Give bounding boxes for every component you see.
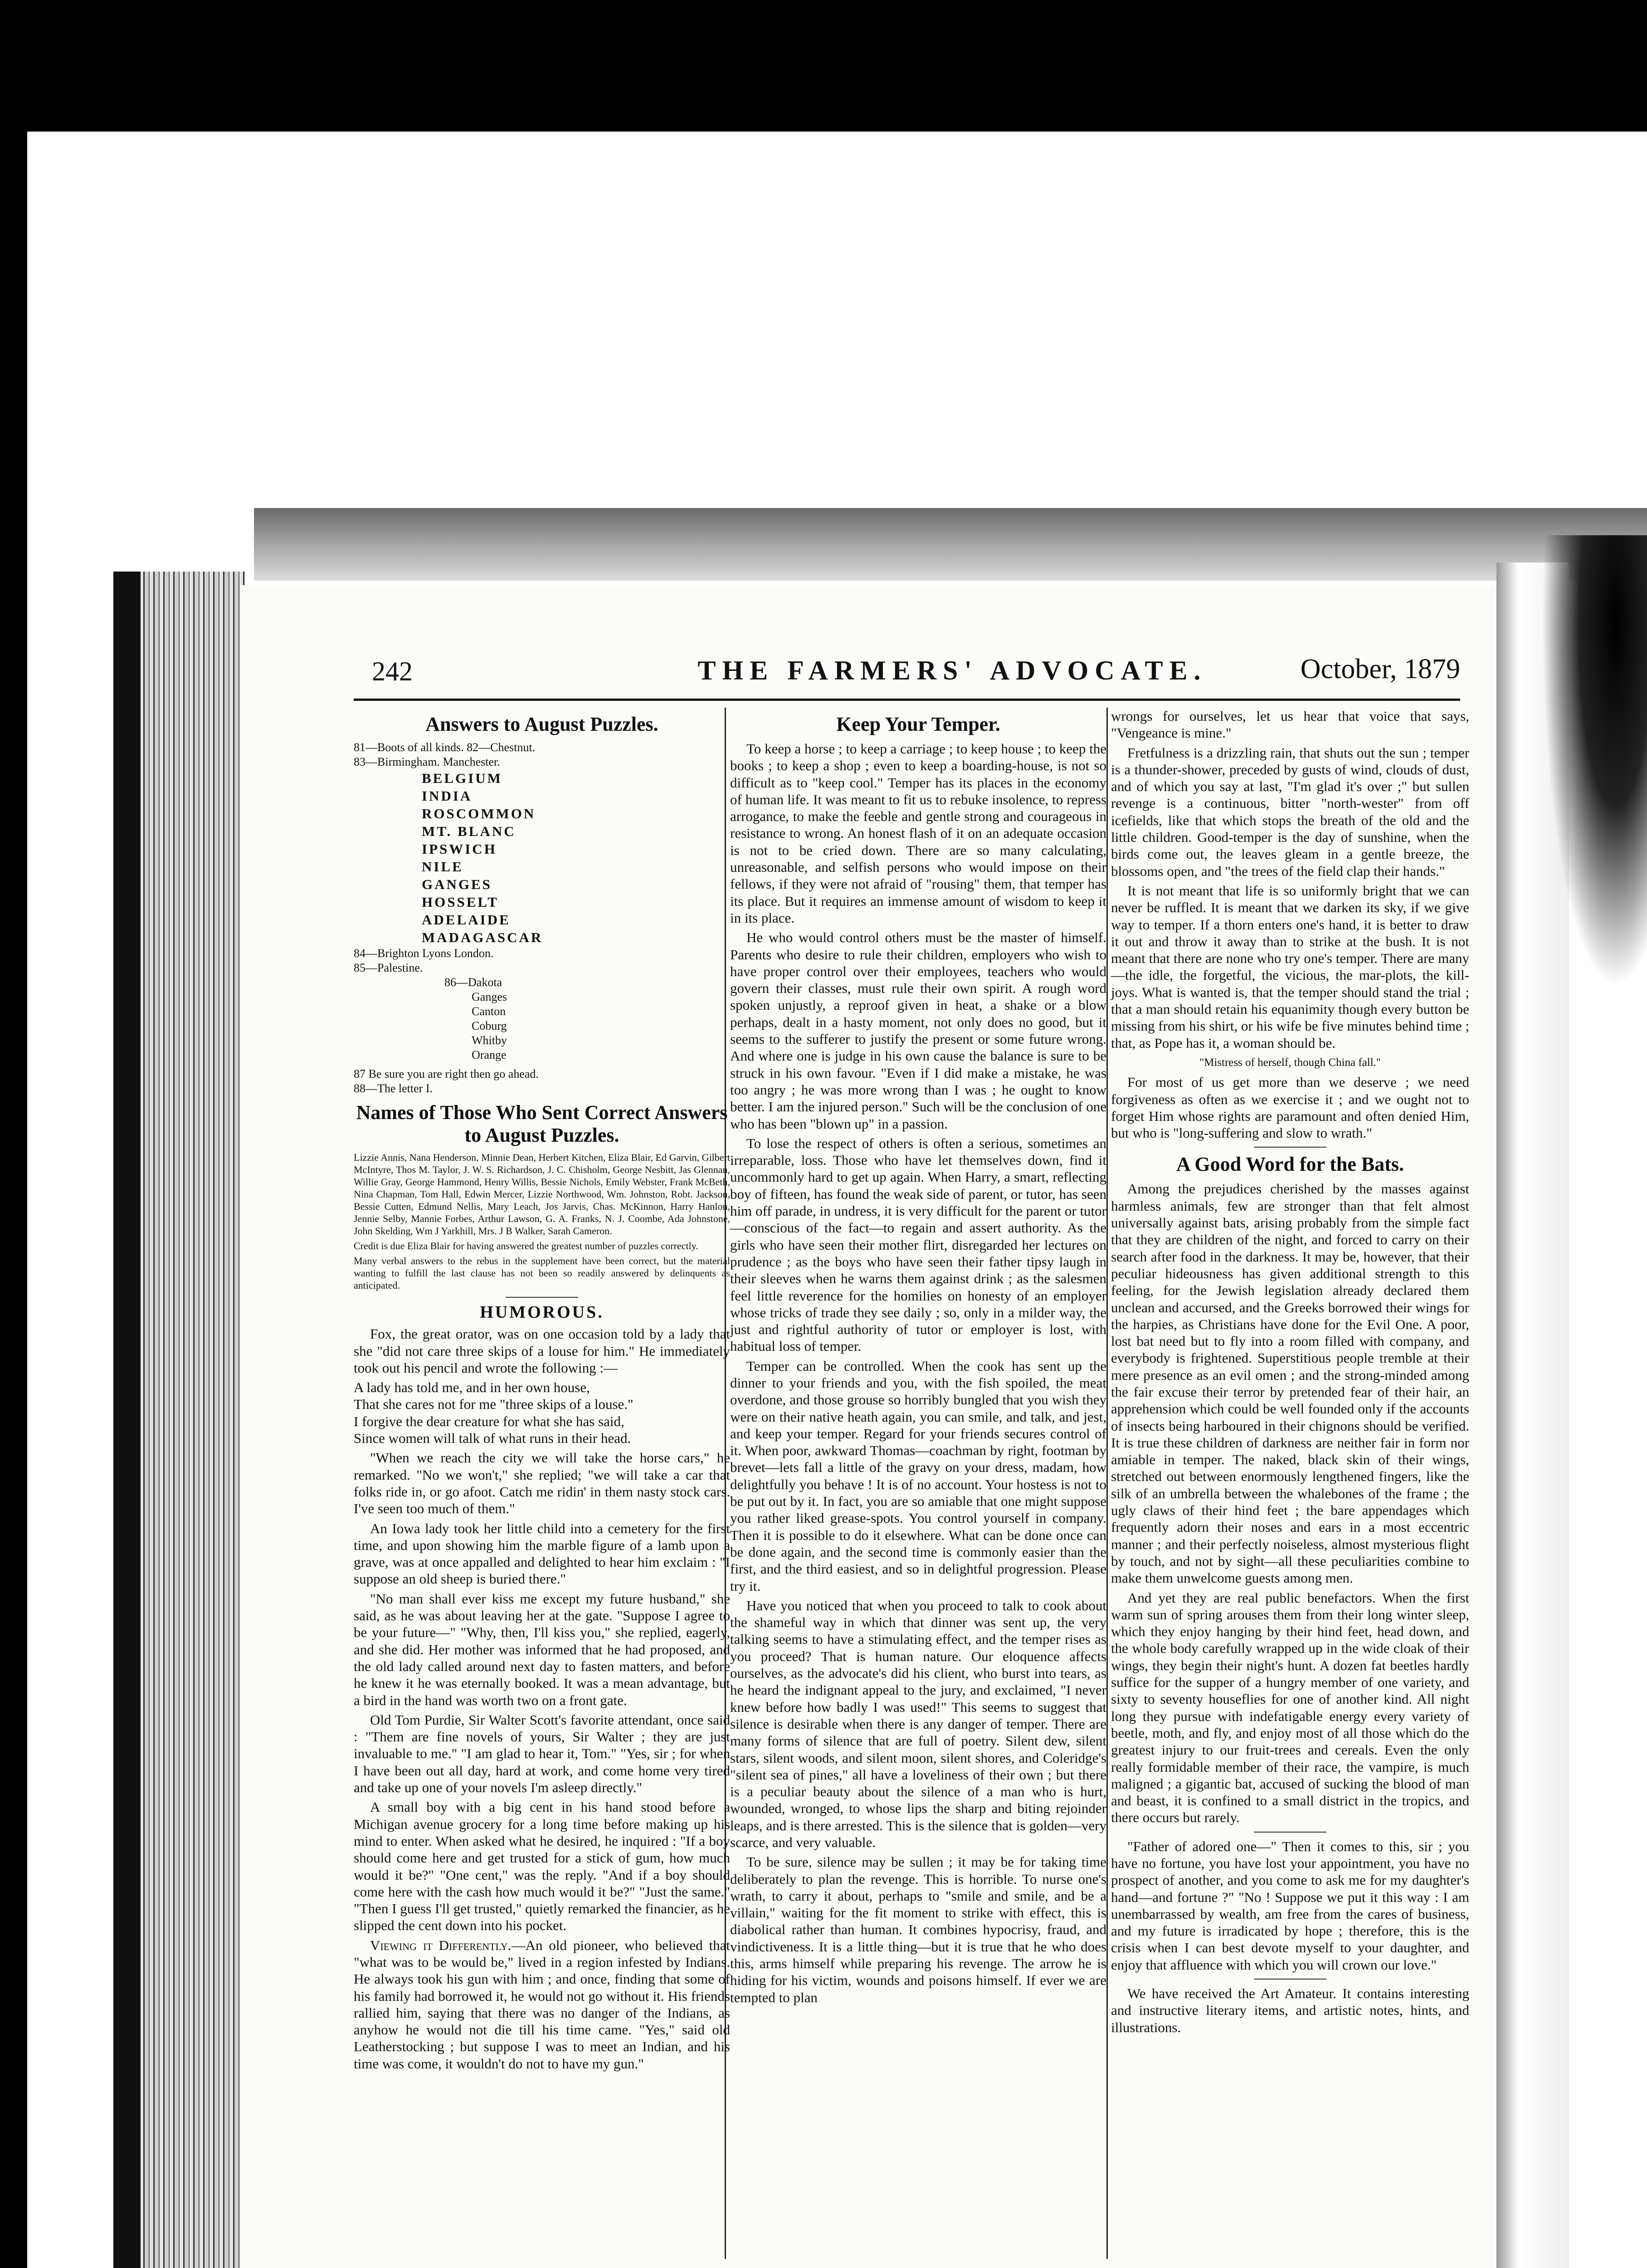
bats-p1: Among the prejudices cherished by the masses against harmless animals, few are stronger than that felt almost universally against bats, arising probably from the simple fact that they are children of the night, and forced to carry on their search after food in the darkness. It may be, however, that their peculiar hideousness has given additional strength to this feeling, for the Jewish legislation already declared them unclean and accursed, and the Greeks borrowed their wings for the harpies, as Christians have done for the Evil One. A poor, lost bat need but to fly into a room filled with company, and everybody is frightened. Superstitious people tremble at their mere presence as an evil omen ; and the strong-minded among the fair excuse their terror by pretended fear of their hair, an apprehension which could be well founded only if the accounts of insects being harboured in their chignons should be verified. It is true these children of darkness are neither fair in form nor amiable in temper. The naked, black skin of their wings, stretched out between enormously lengthened fingers, like the silk of an umbrella between the whalebones of the frame ; the ugly claws of their hind feet ; the bare appendages which frequently adorn their noses and ears in a most eccentric manner ; and their perfectly noiseless, almost mysterious flight by touch, and not by sight—all these peculiarities combine to make them unwelcome guests among men. xyxy=(1111,1181,1469,1586)
horse-cars-paragraph: "When we reach the city we will take the horse cars," he remarked. "No we won't," she replied; "we will take a car that folks ride in, or go afoot. Catch me ridin' in them nasty stock cars. I've seen too much of them." xyxy=(354,1450,730,1517)
iowa-paragraph: An Iowa lady took her little child into a cemetery for the first time, and upon showing him the marble figure of a lamb upon a grave, was at once appalled and delighted to hear him exclaim : "I suppose an old sheep is buried there." xyxy=(354,1520,730,1587)
bats-p2: And yet they are real public benefactors. When the first warm sun of spring arouses them from their long winter sleep, which they enjoy hanging by their hind feet, head down, and the whole body carefully wrapped up in the wide cloak of their wings, they begin their night's hunt. A dozen fat beetles hardly suffice for the supper of a hungry member of one variety, and sixty to seventy houseflies for one of another kind. All night long they pursue with indefatigable energy every variety of beetle, moth, and fly, and enjoy most of all those which do the greatest injury to our fruit-trees and cereals. Even the only really formidable member of their race, the vampire, is much maligned ; a gigantic bat, accused of sucking the blood of man and beast, it is confined to a small district in the tropics, and there occurs but rarely. xyxy=(1111,1589,1469,1826)
grid-row: INDIA xyxy=(422,788,473,804)
answer-86-line: Canton xyxy=(472,1005,506,1018)
temper-p6: To be sure, silence may be sullen ; it may be for taking time deliberately to plan the revenge. This is horrible. To nurse one's wrath, to carry it about, perhaps to "smile and smile, and be a villain," waiting for the fit moment to strike with effect, this is diabolical rather than human. It combines hypocrisy, fraud, and vindictiveness. It is a little thing—but it is true that he who does this, arms himself while preparing his revenge. The arrow he is hiding for his victim, wounds and poisons himself. If ever we are tempted to plan xyxy=(730,1854,1106,2005)
separator xyxy=(1254,1979,1326,1980)
answer-87: 87 Be sure you are right then go ahead. xyxy=(354,1067,539,1080)
viewing-lead: Viewing it Differently. xyxy=(370,1937,512,1953)
puzzles-heading: Answers to August Puzzles. xyxy=(425,713,658,735)
small-boy-paragraph: A small boy with a big cent in his hand stood before a Michigan avenue grocery for a long time before making up his mind to enter. When asked what he desired, he inquired : "If a boy should come here and get trusted for a stick of gum, how much would it be?" "One cent," was the reply. "And if a boy should come here with the cash how much would it be?" "Just the same." "Then I guess I'll get trusted," quietly remarked the financier, as he slipped the cent down into his pocket. xyxy=(354,1799,730,1934)
page-header xyxy=(354,653,1460,694)
scan-shadow xyxy=(1542,535,1647,989)
puzzle-answers xyxy=(354,740,730,1096)
temper-cont-p4: For most of us get more than we deserve ; we need forgiveness as often as we exercise it ; and we ought not to forget Him whose rights are paramount and often denied Him, but who is "long-suffering and slow to wrath." xyxy=(1111,1074,1469,1141)
verse-line: That she cares not for me "three skips of a louse." xyxy=(354,1396,633,1413)
answer-86-line: Coburg xyxy=(472,1019,507,1032)
grid-row: ROSCOMMON xyxy=(422,806,536,821)
viewing-paragraph xyxy=(354,1937,730,2072)
grid-row: IPSWICH xyxy=(422,841,497,857)
column-3 xyxy=(1111,708,1469,2038)
pope-quote: "Mistress of herself, though China fall." xyxy=(1199,1056,1381,1069)
answer-88: 88—The letter I. xyxy=(354,1082,433,1095)
art-amateur-note: We have received the Art Amateur. It contains interesting and instructive literary items, and artistic notes, hints, and illustrations. xyxy=(1111,1985,1469,2035)
grid-row: GANGES xyxy=(422,876,492,892)
grid-row: MT. BLANC xyxy=(422,823,516,839)
answer-81: 81—Boots of all kinds. 82—Chestnut. xyxy=(354,741,536,754)
humorous-heading: HUMOROUS. xyxy=(480,1303,604,1322)
verse xyxy=(354,1379,730,1447)
temper-p4: Temper can be controlled. When the cook has sent up the dinner to your friends and you, with the fish spoiled, the meat overdone, and those grouse so horribly bungled that you wish they were on their native heath again, you can smile, and talk, and jest, and keep your temper. Regard for your friends secures control of it. When poor, awkward Thomas—coachman by right, footman by brevet—lets fall a little of the gravy on your dress, madam, how delightfully you behave ! It is of no account. Your hostess is not to be put out by it. In fact, you are so amiable that one might suppose you rather liked grease-spots. You control yourself in company. Then it is possible to do it elsewhere. What can be done once can be done again, and the second time is commonly easier than the first, and the third easiest, and so in delightful progression. Please try it. xyxy=(730,1358,1106,1594)
answer-84: 84—Brighton Lyons London. xyxy=(354,947,494,960)
verbal-note: Many verbal answers to the rebus in the supplement have been correct, but the material wanting to fulfill the last clause has not been so readily answered by delinquents as anticipated. xyxy=(354,1255,730,1291)
temper-p5: Have you noticed that when you proceed to talk to cook about the shameful way in which that dinner was sent up, the very talking seems to have a stimulating effect, and the temper rises as you proceed? That is human nature. Our eloquence affects ourselves, as the advocate's did his client, who burst into tears, as he heard the indignant appeal to the jury, and exclaimed, "I never knew before how badly I was used!" This seems to suggest that silence is desirable when there is any danger of temper. There are many forms of silence that are full of poetry. Silent dew, silent stars, silent woods, and silent moon, silent shores, and Coleridge's "silent sea of pines," all have a loveliness of their own ; but there is a peculiar beauty about the silence of a man who is hurt, wounded, wronged, to whose lips the sharp and biting rejoinder leaps, and is there arrested. This is the silence that is golden—very scarce, and very valuable. xyxy=(730,1597,1106,1850)
temper-p1: To keep a horse ; to keep a carriage ; to keep house ; to keep the books ; to keep a shop ; even to keep a boarding-house, is not so difficult as to "keep cool." Temper has its places in the economy of human life. It was meant to fit us to rebuke insolence, to repress arrogance, to make the feeble and gentle strong and courageous in resistance to wrong. An honest flash of it on an adequate occasion is not to be cried down. There are so many calculating, unreasonable, and selfish persons who would impose on their fellows, if they were not afraid of "rousing" them, that temper has its place. But it requires an immense amount of wisdom to keep it in its place. xyxy=(730,741,1106,926)
answer-86-line: 86—Dakota xyxy=(444,976,502,989)
grid-row: HOSSELT xyxy=(422,894,499,910)
page-number: 242 xyxy=(372,656,413,686)
temper-p3: To lose the respect of others is often a serious, sometimes an irreparable, loss. Those who have let themselves down, find it uncommonly hard to get up again. When Harry, a smart, reflecting boy of fifteen, has found the weak side of parent, or tutor, has seen him off parade, in undress, it is very difficult for the parent or tutor—conscious of the fact—to regain and assert authority. As the girls who have seen their mother flirt, disregarded her lectures on prudence ; as the boys who have seen their father tipsy laugh in their sleeves when he warns them against drink ; as the salesmen feel little reverence for the homilies on honesty of an employer whose tricks of trade they see daily ; so, only in a milder way, the just and rightful authority of tutor or employer is lost, with habitual loss of temper. xyxy=(730,1135,1106,1354)
grid-row: NILE xyxy=(422,859,463,875)
kiss-paragraph: "No man shall ever kiss me except my future husband," she said, as he was about leaving her at the gate. "Suppose I agree to be your future—" "Why, then, I'll kiss you," she replied, eagerly, and she did. Her mother was informed that he had proposed, and the old lady called around next day to fasten matters, and before he knew it he was eternally booked. It was a mean advantage, but a bird in the hand was worth two on a front gate. xyxy=(354,1590,730,1708)
temper-cont-p1: wrongs for ourselves, let us hear that voice that says, "Vengeance is mine." xyxy=(1111,708,1469,741)
temper-cont-p2: Fretfulness is a drizzling rain, that shuts out the sun ; temper is a thunder-shower, preceded by gusts of wind, clouds of dust, and of which you say at last, "I'm glad it's over ;" but sullen revenge is a continuous, bitter "north-wester" from off icefields, like that which stops the breath of the old and the little children. Good-temper is the day of sunshine, when the birds come out, the leaves gleam in a gentle breeze, the blossoms open, and "the trees of the field clap their hands." xyxy=(1111,744,1469,879)
names-heading: Names of Those Who Sent Correct Answers to August Puzzles. xyxy=(356,1101,728,1146)
verse-line: A lady has told me, and in her own house, xyxy=(354,1379,590,1396)
grid-row: MADAGASCAR xyxy=(422,929,543,945)
column-divider xyxy=(1106,708,1108,2259)
grid-row: BELGIUM xyxy=(422,770,502,786)
purdie-paragraph: Old Tom Purdie, Sir Walter Scott's favorite attendant, once said : "Them are fine novels of yours, Sir Walter ; they are just invaluable to me." "I am glad to hear it, Tom." "Yes, sir ; for when I have been out all day, hard at work, and come home very tired and take up one of your novels I'm asleep directly." xyxy=(354,1711,730,1796)
credit-note: Credit is due Eliza Blair for having answered the greatest number of puzzles correctly. xyxy=(354,1240,698,1251)
verse-line: I forgive the dear creature for what she has said, xyxy=(354,1413,624,1429)
answer-86-line: Ganges xyxy=(472,990,507,1003)
temper-cont-p3: It is not meant that life is so uniformly bright that we can never be ruffled. It is meant that we darken its sky, if we give way to temper. If a thorn enters one's hand, it is better to draw it out and throw it away than to strike at the bush. It is not meant that there are none who try one's temper. There are many—the idle, the forgetful, the vicious, the mar-plots, the kill-joys. What is wanted is, that the temper should stand the trial ; that a man should retain his equanimity though every button be missing from his shirt, or his wife be five minutes behind time ; that, as Pope has it, a woman should be. xyxy=(1111,882,1469,1051)
verse-line: Since women will talk of what runs in their head. xyxy=(354,1430,631,1447)
page-shadow xyxy=(254,508,1647,581)
column-1 xyxy=(354,708,730,2075)
answer-85: 85—Palestine. xyxy=(354,961,423,974)
temper-p2: He who would control others must be the master of himself. Parents who desire to rule their children, employers who wish to have proper control over their employees, teachers who would govern their classes, must rule their own spirit. A rough word spoken unjustly, a reproof given in heat, a shake or a blow perhaps, dealt in a hasty moment, not only does no good, but it seems to the sufferer to justify the present or some future wrong. And where one is judge in his own cause the balance is sure to be struck in his own favour. "Even if I did make a mistake, he was too angry ; he was more wrong than I was ; he ought to know better. I am the injured person." Such will be the conclusion of one who has been "blown up" in a passion. xyxy=(730,929,1106,1132)
father-paragraph: "Father of adored one—" Then it comes to this, sir ; you have no fortune, you have lost your appointment, you have no prospect of another, and you come to ask me for my daughter's hand—and fortune ?" "No ! Suppose we put it this way : I am unembarrassed by wealth, am free from the cares of business, and my future is irradicated by hope ; therefore, this is the crisis when I can best devote myself to your daughter, and enjoy that affluence with which you will crown our love." xyxy=(1111,1838,1469,1973)
answer-86 xyxy=(444,975,730,1062)
separator xyxy=(1254,1147,1326,1148)
bats-heading: A Good Word for the Bats. xyxy=(1176,1153,1404,1176)
masthead: THE FARMERS' ADVOCATE. xyxy=(697,655,1207,685)
grid-row: ADELAIDE xyxy=(422,912,511,928)
header-rule xyxy=(354,699,1460,701)
separator xyxy=(506,1297,578,1298)
issue-date: October, 1879 xyxy=(1300,654,1460,684)
separator xyxy=(1254,1832,1326,1833)
temper-heading: Keep Your Temper. xyxy=(836,713,1000,735)
binding-edge xyxy=(113,572,141,2268)
word-grid xyxy=(422,769,730,946)
column-2 xyxy=(730,708,1106,2009)
answer-86-line: Orange xyxy=(472,1048,507,1061)
fox-paragraph: Fox, the great orator, was on one occasion told by a lady that she "did not care three skips of a louse for him." He immediately took out his pencil and wrote the following :— xyxy=(354,1326,730,1376)
viewing-text: —An old pioneer, who believed that "what was to be would be," lived in a region infested by Indians. He always took his gun with him ; and once, finding that some of his family had borrowed it, he would not go without it. His friends rallied him, saying that there was no danger of the Indians, as anyhow he would not die till his time came. "Yes," said old Leatherstocking ; but suppose I was to meet an Indian, and his time was come, it wouldn't do not to have my gun." xyxy=(354,1937,730,2072)
answer-86-line: Whitby xyxy=(472,1034,507,1047)
answer-83: 83—Birmingham. Manchester. xyxy=(354,755,500,768)
names-list: Lizzie Annis, Nana Henderson, Minnie Dean, Herbert Kitchen, Eliza Blair, Ed Garvin, Gilbert McIntyre, Thos M. Taylor, J. W. S. Richardson, J. C. Chisholm, George Nesbitt, Jas Glennan, Willie Gray, George Hammond, Henry Willis, Bessie Nichols, Emily Webster, Frank McBeth, Nina Chapman, Tom Hall, Edwin Mercer, Lizzie Northwood, Wm. Johnston, Robt. Jackson, Bessie Cutten, Edmund Nellis, Mary Leach, Jos Jarvis, Chas. McKinnon, Harry Hanlon, Jennie Selby, Mannie Forbes, Arthur Lawson, G. A. Franks, N. J. Coombe, Ada Johnstone, John Skelding, Wm J Yarkhill, Mrs. J B Walker, Sarah Cameron. xyxy=(354,1152,730,1237)
